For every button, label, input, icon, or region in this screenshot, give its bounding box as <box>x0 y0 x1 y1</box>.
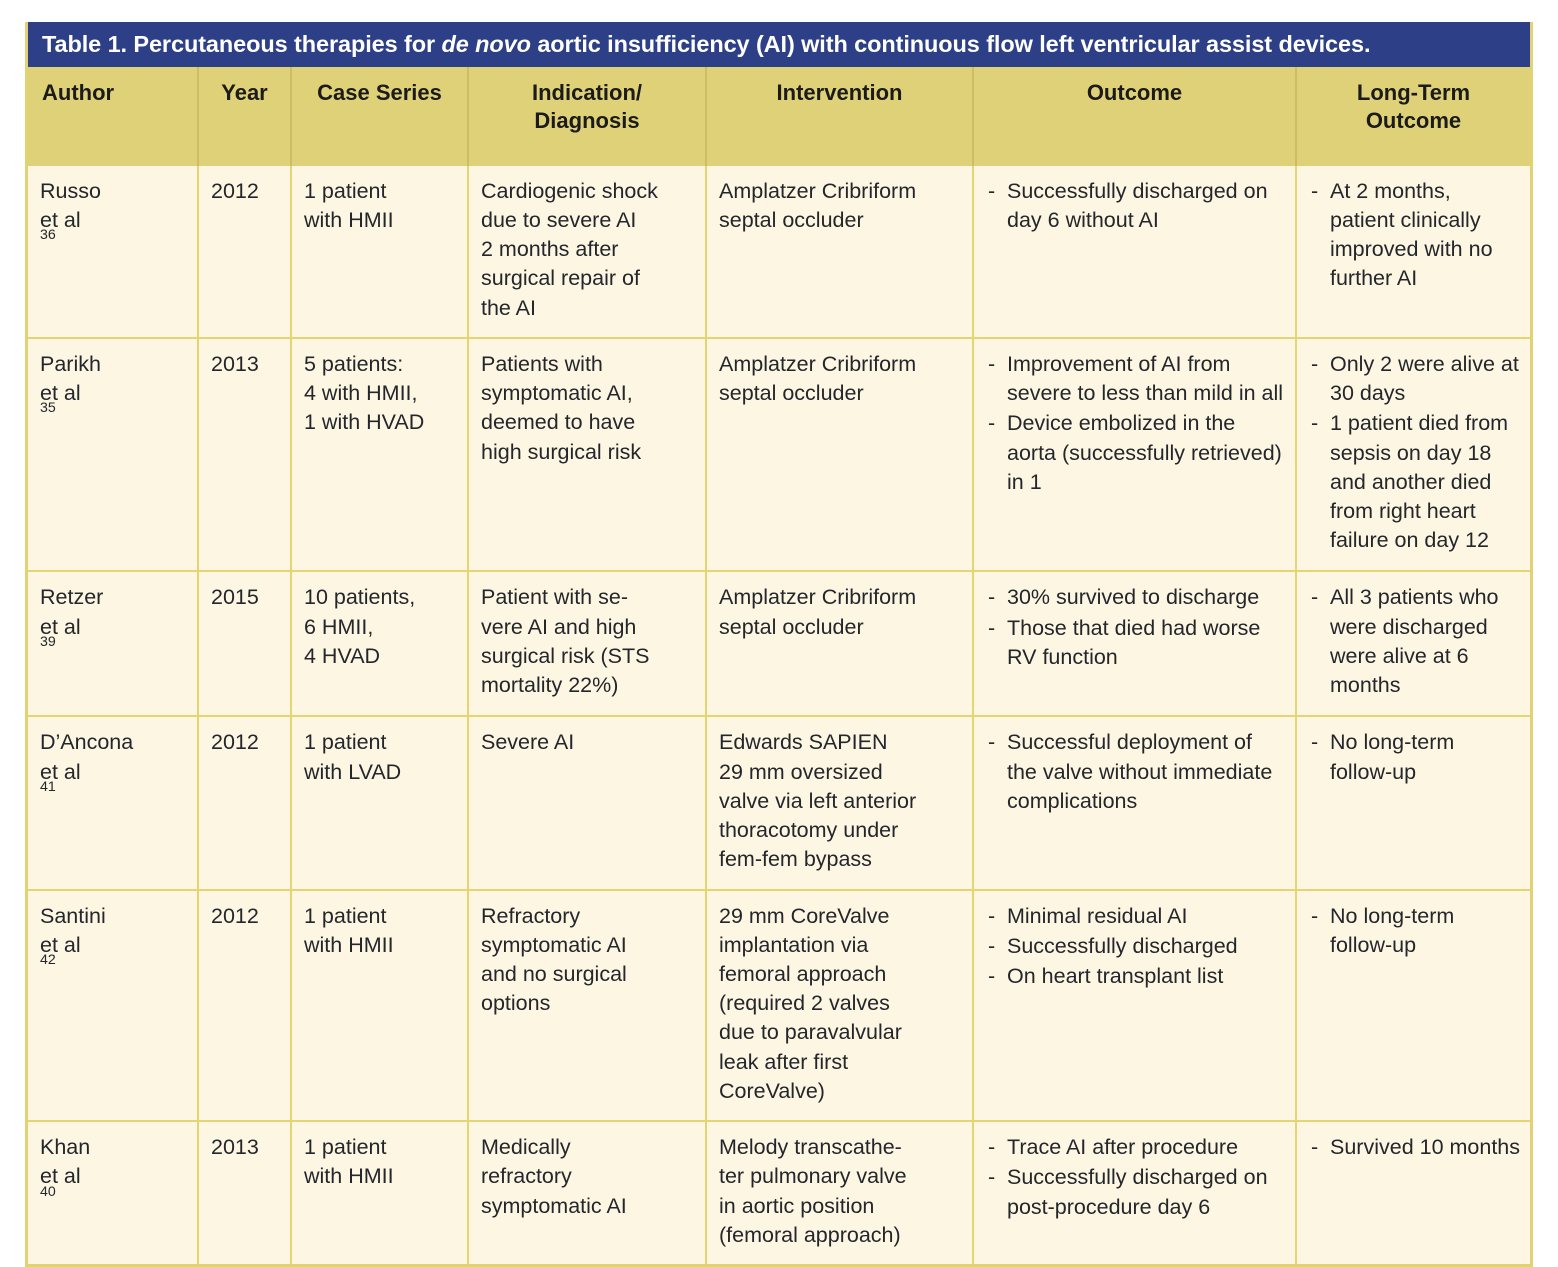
cell-indication-line: deemed to have <box>481 410 636 435</box>
cell-outcome <box>973 890 1296 1122</box>
cell-outcome-item: - Trace AI after procedure <box>986 1133 1285 1162</box>
column-header-indication <box>468 67 706 165</box>
cell-case-series <box>291 890 468 1122</box>
cell-outcome <box>973 571 1296 716</box>
cell-indication-line: the AI <box>481 295 536 320</box>
table-row <box>28 890 1530 1122</box>
cell-intervention <box>706 338 973 572</box>
cell-case-series-line: with LVAD <box>304 759 402 784</box>
column-header-intervention-label: Intervention <box>776 80 903 106</box>
cell-intervention-line: septal occluder <box>719 207 864 232</box>
cell-author <box>28 890 198 1122</box>
cell-intervention <box>706 571 973 716</box>
column-header-year <box>198 67 291 165</box>
cell-long-term-outcome-item: - At 2 months, patient clinically improved with no further AI <box>1309 177 1520 294</box>
author-name: Retzer <box>40 585 104 610</box>
column-header-indication-line2: Diagnosis <box>534 108 640 134</box>
author-name: Santini <box>40 903 106 928</box>
column-header-long-term-outcome <box>1296 67 1530 165</box>
cell-intervention-line: Melody transcathe- <box>719 1135 902 1160</box>
cell-case-series <box>291 338 468 572</box>
author-citation: et al 42 <box>40 932 81 969</box>
column-header-outcome <box>973 67 1296 165</box>
table-row <box>28 338 1530 572</box>
cell-indication-line: surgical repair of <box>481 266 640 291</box>
author-citation: et al 39 <box>40 614 81 650</box>
cell-case-series-line: 6 HMII, <box>304 614 374 639</box>
column-header-longterm-line1: Long-Term <box>1356 80 1471 106</box>
cell-indication-line: Refractory <box>481 903 581 928</box>
cell-case-series <box>291 571 468 716</box>
cell-indication-line: surgical risk (STS <box>481 643 650 668</box>
cell-intervention-line: septal occluder <box>719 614 864 639</box>
cell-long-term-outcome <box>1296 571 1530 716</box>
cell-indication-line: and no surgical <box>481 962 627 987</box>
cell-intervention-line: fem-fem bypass <box>719 847 872 872</box>
cell-intervention-line: implantation via <box>719 932 869 957</box>
cell-indication-line: Cardiogenic shock <box>481 178 658 203</box>
cell-indication-line: Patient with se- <box>481 585 628 610</box>
author-name: Russo <box>40 178 101 203</box>
cell-case-series-line: 1 patient <box>304 178 387 203</box>
cell-long-term-outcome <box>1296 166 1530 338</box>
cell-intervention <box>706 1121 973 1264</box>
cell-intervention-line: septal occluder <box>719 381 864 406</box>
cell-intervention <box>706 890 973 1122</box>
cell-author <box>28 338 198 572</box>
cell-outcome <box>973 716 1296 889</box>
author-citation: et al 36 <box>40 207 81 244</box>
cell-case-series-line: with HMII <box>304 207 394 232</box>
cell-case-series-line: 10 patients, <box>304 585 416 610</box>
cell-outcome <box>973 166 1296 338</box>
column-header-author-label: Author <box>42 80 115 106</box>
cell-outcome-item: - On heart transplant list <box>986 962 1285 991</box>
cell-case-series-line: 4 with HMII, <box>304 381 418 406</box>
cell-intervention-line: ter pulmonary valve <box>719 1164 907 1189</box>
cell-outcome-item: - Device embolized in the aorta (successfully retrieved) in 1 <box>986 409 1285 497</box>
cell-author <box>28 1121 198 1264</box>
cell-indication-line: Patients with <box>481 351 603 376</box>
cell-indication-line: Medically <box>481 1135 571 1160</box>
cell-year: 2012 <box>198 166 291 338</box>
table-header-row <box>28 67 1530 165</box>
cell-long-term-outcome <box>1296 338 1530 572</box>
cell-intervention-line: due to paravalvular <box>719 1020 902 1045</box>
cell-long-term-outcome-item: - No long-term follow-up <box>1309 902 1520 960</box>
table-row <box>28 1121 1530 1264</box>
cell-year: 2013 <box>198 1121 291 1264</box>
cell-long-term-outcome <box>1296 1121 1530 1264</box>
cell-outcome-item: - Improvement of AI from severe to less than mild in all <box>986 350 1285 408</box>
cell-indication-line: options <box>481 991 551 1016</box>
therapies-table <box>28 67 1530 1264</box>
cell-long-term-outcome-item: - Survived 10 months <box>1309 1133 1520 1162</box>
cell-case-series-line: 1 patient <box>304 903 387 928</box>
cell-indication-line: Severe AI <box>481 730 575 755</box>
cell-indication-line: symptomatic AI <box>481 1193 627 1218</box>
cell-long-term-outcome-item: - Only 2 were alive at 30 days <box>1309 350 1520 408</box>
cell-intervention-line: Edwards SAPIEN <box>719 730 888 755</box>
author-citation: et al 35 <box>40 381 81 417</box>
cell-intervention <box>706 166 973 338</box>
cell-intervention-line: thoracotomy under <box>719 818 899 843</box>
column-header-longterm-line2: Outcome <box>1365 108 1462 134</box>
cell-author <box>28 716 198 889</box>
cell-year: 2015 <box>198 571 291 716</box>
cell-case-series-line: with HMII <box>304 932 394 957</box>
cell-intervention-line: CoreValve) <box>719 1078 825 1103</box>
cell-year: 2013 <box>198 338 291 572</box>
cell-long-term-outcome-item: - All 3 patients who were discharged were alive at 6 months <box>1309 583 1520 700</box>
cell-case-series-line: 5 patients: <box>304 351 404 376</box>
cell-intervention-line: valve via left anterior <box>719 788 917 813</box>
cell-outcome-item: - Those that died had worse RV function <box>986 614 1285 672</box>
cell-intervention-line: in aortic position <box>719 1193 875 1218</box>
cell-outcome <box>973 1121 1296 1264</box>
cell-case-series <box>291 166 468 338</box>
cell-indication <box>468 716 706 889</box>
table-row <box>28 571 1530 716</box>
cell-outcome-item: - Successfully discharged <box>986 932 1285 961</box>
cell-intervention-line: 29 mm CoreValve <box>719 903 890 928</box>
cell-indication <box>468 166 706 338</box>
cell-intervention-line: femoral approach <box>719 962 887 987</box>
table-1-container <box>25 22 1533 1267</box>
cell-case-series-line: with HMII <box>304 1164 394 1189</box>
cell-intervention-line: Amplatzer Cribriform <box>719 351 917 376</box>
cell-case-series-line: 1 with HVAD <box>304 410 425 435</box>
cell-outcome-item: - Minimal residual AI <box>986 902 1285 931</box>
cell-indication-line: mortality 22%) <box>481 673 619 698</box>
cell-year: 2012 <box>198 716 291 889</box>
cell-indication-line: due to severe AI <box>481 207 637 232</box>
column-header-year-label: Year <box>221 80 268 106</box>
cell-intervention-line: Amplatzer Cribriform <box>719 178 917 203</box>
cell-indication <box>468 1121 706 1264</box>
cell-case-series <box>291 716 468 889</box>
cell-outcome-item: - Successful deployment of the valve without immediate complications <box>986 728 1285 816</box>
cell-author <box>28 166 198 338</box>
cell-outcome-item: - Successfully discharged on post-procedure day 6 <box>986 1163 1285 1221</box>
table-caption <box>28 22 1530 67</box>
cell-outcome-item: - Successfully discharged on day 6 without AI <box>986 177 1285 235</box>
cell-intervention-line: (femoral approach) <box>719 1222 901 1247</box>
cell-indication <box>468 338 706 572</box>
cell-indication-line: high surgical risk <box>481 439 642 464</box>
cell-long-term-outcome <box>1296 890 1530 1122</box>
cell-long-term-outcome-item: - 1 patient died from sepsis on day 18 and another died from right heart failure on day 12 <box>1309 409 1520 555</box>
author-name: Parikh <box>40 351 101 376</box>
cell-indication-line: symptomatic AI, <box>481 381 633 406</box>
cell-intervention-line: 29 mm oversized <box>719 759 883 784</box>
cell-year: 2012 <box>198 890 291 1122</box>
column-header-case-series-label: Case Series <box>317 80 442 106</box>
cell-case-series-line: 4 HVAD <box>304 643 381 668</box>
cell-indication <box>468 890 706 1122</box>
column-header-intervention <box>706 67 973 165</box>
cell-author <box>28 571 198 716</box>
cell-case-series-line: 1 patient <box>304 1135 387 1160</box>
cell-indication-line: symptomatic AI <box>481 932 627 957</box>
column-header-case-series <box>291 67 468 165</box>
author-citation: et al 41 <box>40 759 81 795</box>
cell-intervention-line: Amplatzer Cribriform <box>719 585 917 610</box>
cell-intervention <box>706 716 973 889</box>
table-body <box>28 166 1530 1265</box>
cell-case-series <box>291 1121 468 1264</box>
cell-indication-line: refractory <box>481 1164 572 1189</box>
column-header-indication-line1: Indication/ <box>532 80 642 106</box>
table-header <box>28 67 1530 165</box>
table-caption-suffix: aortic insufficiency (AI) with continuous flow left ventricular assist devices. <box>530 31 1371 57</box>
cell-long-term-outcome-item: - No long-term follow-up <box>1309 728 1520 786</box>
author-citation: et al 40 <box>40 1164 81 1200</box>
cell-outcome <box>973 338 1296 572</box>
cell-case-series-line: 1 patient <box>304 730 387 755</box>
cell-indication-line: vere AI and high <box>481 614 637 639</box>
column-header-outcome-label: Outcome <box>1086 80 1183 106</box>
table-row <box>28 166 1530 338</box>
cell-intervention-line: leak after first <box>719 1049 849 1074</box>
cell-intervention-line: (required 2 valves <box>719 991 890 1016</box>
cell-indication <box>468 571 706 716</box>
author-name: D’Ancona <box>40 730 134 755</box>
table-row <box>28 716 1530 889</box>
table-caption-prefix: Table 1. Percutaneous therapies for <box>42 31 442 57</box>
cell-outcome-item: - 30% survived to discharge <box>986 583 1285 612</box>
author-name: Khan <box>40 1135 91 1160</box>
column-header-author <box>28 67 198 165</box>
cell-indication-line: 2 months after <box>481 237 619 262</box>
table-caption-italic: de novo <box>441 31 531 57</box>
cell-long-term-outcome <box>1296 716 1530 889</box>
